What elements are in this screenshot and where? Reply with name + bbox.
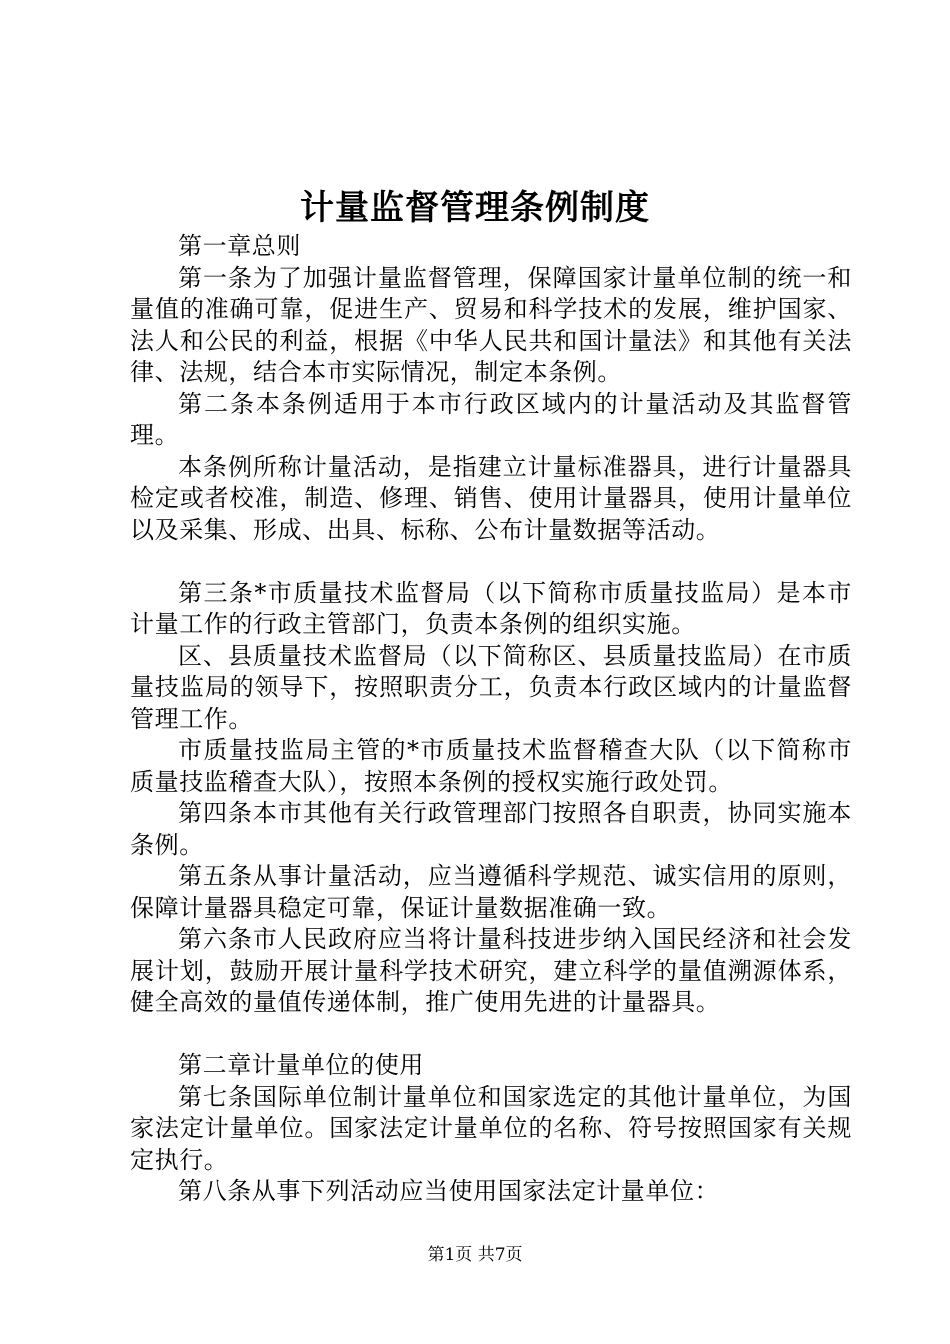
page-number: 第1页 共7页 <box>427 1245 523 1265</box>
chapter-heading: 第二章计量单位的使用 <box>178 1051 424 1079</box>
article-paragraph: 区、县质量技术监督局（以下简称区、县质量技监局）在市质量技监局的领导下，按照职责分工，负责本行政区域内的计量监督管理工作。 <box>130 641 852 733</box>
document-body <box>130 231 852 1208</box>
article-paragraph: 第二条本条例适用于本市行政区域内的计量活动及其监督管理。 <box>130 389 852 449</box>
chapter-heading: 第一章总则 <box>178 232 301 260</box>
article-paragraph: 第四条本市其他有关行政管理部门按照各自职责，协同实施本条例。 <box>130 799 852 859</box>
article-paragraph: 第六条市人民政府应当将计量科技进步纳入国民经济和社会发展计划，鼓励开展计量科学技术研究，建立科学的量值溯源体系，健全高效的量值传递体制，推广使用先进的计量器具。 <box>130 925 852 1016</box>
article-paragraph: 第八条从事下列活动应当使用国家法定计量单位： <box>178 1177 720 1205</box>
article-paragraph: 市质量技监局主管的*市质量技术监督稽查大队（以下简称市质量技监稽查大队），按照本条例的授权实施行政处罚。 <box>130 736 852 796</box>
article-paragraph: 本条例所称计量活动，是指建立计量标准器具，进行计量器具检定或者校准，制造、修理、销售、使用计量器具，使用计量单位以及采集、形成、出具、标称、公布计量数据等活动。 <box>130 452 852 544</box>
article-paragraph: 第七条国际单位制计量单位和国家选定的其他计量单位，为国家法定计量单位。国家法定计量单位的名称、符号按照国家有关规定执行。 <box>130 1082 852 1174</box>
article-paragraph: 第一条为了加强计量监督管理，保障国家计量单位制的统一和量值的准确可靠，促进生产、贸易和科学技术的发展，维护国家、法人和公民的利益，根据《中华人民共和国计量法》和其他有关法律、法规，结合本市实际情况，制定本条例。 <box>130 263 852 386</box>
document-title: 计量监督管理条例制度 <box>300 188 650 228</box>
article-paragraph: 第五条从事计量活动，应当遵循科学规范、诚实信用的原则，保障计量器具稳定可靠，保证计量数据准确一致。 <box>130 862 852 922</box>
article-paragraph: 第三条*市质量技术监督局（以下简称市质量技监局）是本市计量工作的行政主管部门，负责本条例的组织实施。 <box>130 578 852 638</box>
